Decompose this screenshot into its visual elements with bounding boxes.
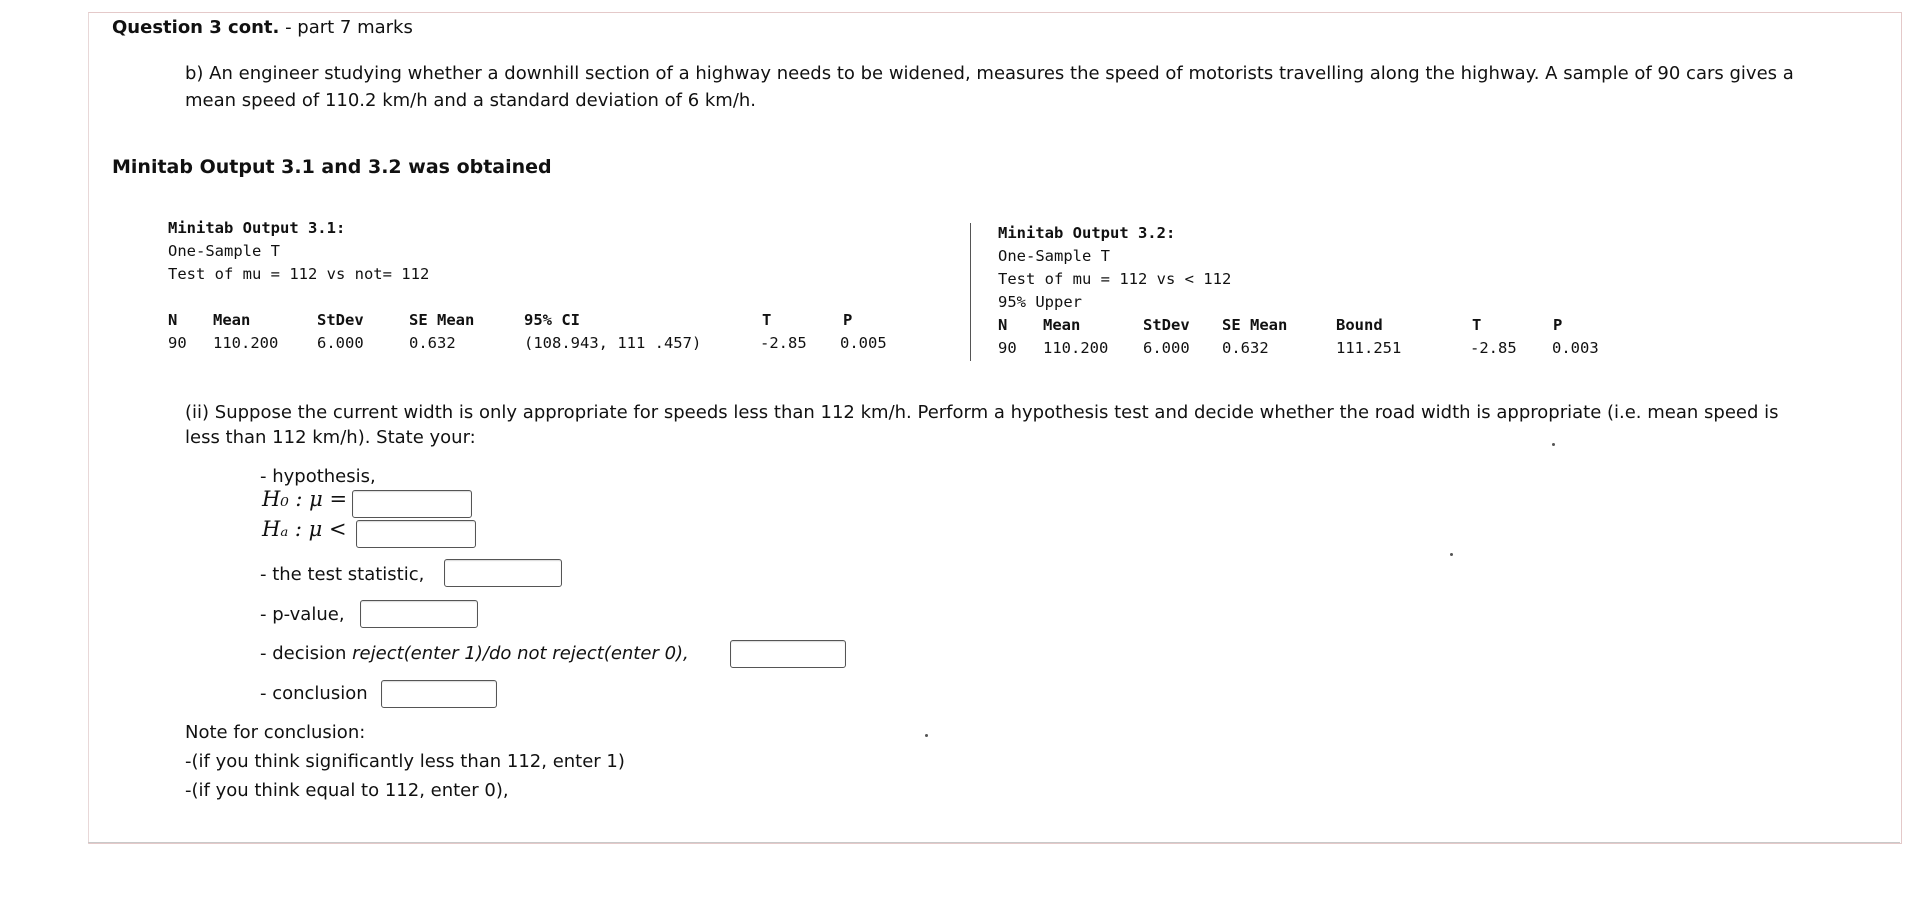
output1-value-stdev: 6.000 xyxy=(317,334,364,352)
output1-test-name: One-Sample T xyxy=(168,242,280,260)
output2-value-p: 0.003 xyxy=(1552,339,1599,357)
speck xyxy=(1552,443,1555,446)
output1-header-p: P xyxy=(843,311,853,329)
output1-hypothesis: Test of mu = 112 vs not= 112 xyxy=(168,265,430,283)
output2-header-semean: SE Mean xyxy=(1222,316,1288,334)
output2-header-bound: Bound xyxy=(1336,316,1383,334)
panel-bottom-border xyxy=(88,842,1900,843)
speck xyxy=(925,734,928,737)
output1-title: Minitab Output 3.1: xyxy=(168,219,346,237)
output1-value-t: -2.85 xyxy=(760,334,807,352)
part-ii-line1: (ii) Suppose the current width is only appropriate for speeds less than 112 km/h. Perform a hypothesis test and decide whether the road width is appropriate (i.e. mean speed is xyxy=(185,402,1779,423)
h0-answer-input[interactable] xyxy=(352,490,472,518)
question-marks: - part 7 marks xyxy=(279,17,413,38)
p-value-input[interactable] xyxy=(360,600,478,628)
output2-header-n: N xyxy=(998,316,1008,334)
test-statistic-label: - the test statistic, xyxy=(260,564,425,585)
output1-header-stdev: StDev xyxy=(317,311,364,329)
h0-label: H₀ : μ = xyxy=(262,487,348,511)
output1-header-mean: Mean xyxy=(213,311,251,329)
output2-header-mean: Mean xyxy=(1043,316,1081,334)
output1-value-ci: (108.943, 111 .457) xyxy=(524,334,702,352)
minitab-heading: Minitab Output 3.1 and 3.2 was obtained xyxy=(112,156,552,178)
output1-value-semean: 0.632 xyxy=(409,334,456,352)
part-b-line2: mean speed of 110.2 km/h and a standard deviation of 6 km/h. xyxy=(185,90,757,111)
question-header xyxy=(112,17,413,38)
output2-value-n: 90 xyxy=(998,339,1017,357)
decision-label xyxy=(260,643,689,664)
p-value-label: - p-value, xyxy=(260,604,345,625)
output1-value-mean: 110.200 xyxy=(213,334,279,352)
output2-value-bound: 111.251 xyxy=(1336,339,1402,357)
note-line2: -(if you think equal to 112, enter 0), xyxy=(185,780,509,801)
output2-header-p: P xyxy=(1553,316,1563,334)
conclusion-input[interactable] xyxy=(381,680,497,708)
note-line1: -(if you think significantly less than 112, enter 1) xyxy=(185,751,625,772)
output1-value-n: 90 xyxy=(168,334,187,352)
output2-value-stdev: 6.000 xyxy=(1143,339,1190,357)
ha-answer-input[interactable] xyxy=(356,520,476,548)
output2-hypothesis: Test of mu = 112 vs < 112 xyxy=(998,270,1232,288)
output1-header-ci: 95% CI xyxy=(524,311,580,329)
speck xyxy=(1450,553,1453,556)
output2-header-t: T xyxy=(1472,316,1482,334)
conclusion-label: - conclusion xyxy=(260,683,368,704)
question-title: Question 3 cont. xyxy=(112,17,280,38)
output2-value-t: -2.85 xyxy=(1470,339,1517,357)
output2-title: Minitab Output 3.2: xyxy=(998,224,1176,242)
decision-prefix: - decision xyxy=(260,643,353,664)
output1-header-semean: SE Mean xyxy=(409,311,475,329)
ha-label: Hₐ : μ < xyxy=(262,517,347,541)
output2-test-name: One-Sample T xyxy=(998,247,1110,265)
decision-input[interactable] xyxy=(730,640,846,668)
output2-bound-label: 95% Upper xyxy=(998,293,1082,311)
output-divider xyxy=(970,223,971,361)
note-title: Note for conclusion: xyxy=(185,722,366,743)
output2-value-semean: 0.632 xyxy=(1222,339,1269,357)
output1-header-n: N xyxy=(168,311,178,329)
output1-value-p: 0.005 xyxy=(840,334,887,352)
output2-header-stdev: StDev xyxy=(1143,316,1190,334)
part-b-line1: b) An engineer studying whether a downhill section of a highway needs to be widened, measures the speed of motorists travelling along the highway. A sample of 90 cars gives a xyxy=(185,63,1794,84)
hypothesis-label: - hypothesis, xyxy=(260,466,376,487)
output2-value-mean: 110.200 xyxy=(1043,339,1109,357)
output1-header-t: T xyxy=(762,311,772,329)
part-ii-line2: less than 112 km/h). State your: xyxy=(185,427,476,448)
test-statistic-input[interactable] xyxy=(444,559,562,587)
decision-instructions: reject(enter 1)/do not reject(enter 0), xyxy=(352,643,689,664)
